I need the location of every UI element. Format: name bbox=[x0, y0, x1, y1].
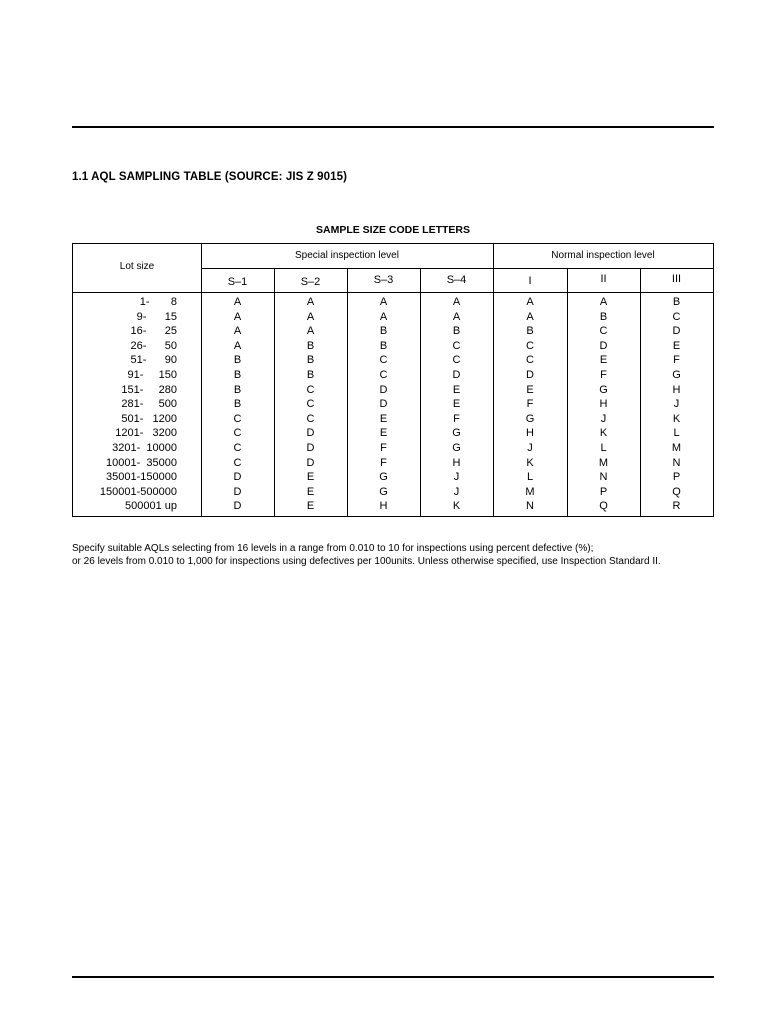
code-letter-cell: B bbox=[233, 398, 242, 411]
top-rule bbox=[72, 126, 714, 128]
code-letter-cell: C bbox=[233, 456, 242, 469]
lot-size-column bbox=[73, 295, 201, 514]
code-letter-cell: E bbox=[379, 427, 388, 440]
code-column bbox=[567, 295, 640, 514]
code-letter-cell: G bbox=[452, 441, 461, 454]
code-column bbox=[274, 295, 347, 514]
code-letter-cell: C bbox=[306, 398, 315, 411]
code-letter-cell: K bbox=[526, 456, 534, 469]
lot-size-cell: 1- 8 bbox=[139, 296, 177, 308]
lot-size-cell: 150001-500000 bbox=[99, 485, 177, 498]
special-inspection-header: Special inspection level bbox=[295, 250, 399, 261]
code-letter-cell: H bbox=[672, 383, 681, 396]
code-letter-cell: E bbox=[306, 471, 315, 484]
lot-size-cell: 151- 280 bbox=[121, 383, 177, 396]
lot-size-cell: 35001-150000 bbox=[106, 471, 177, 484]
code-letter-cell: B bbox=[672, 296, 681, 308]
code-letter-cell: C bbox=[452, 354, 461, 367]
code-letter-cell: L bbox=[673, 427, 680, 440]
code-column bbox=[201, 295, 274, 514]
lot-size-cell: 10001- 35000 bbox=[106, 456, 177, 469]
code-letter-cell: D bbox=[379, 398, 388, 411]
code-column bbox=[347, 295, 420, 514]
code-letter-cell: D bbox=[379, 383, 388, 396]
column-header-s4: S–4 bbox=[446, 274, 467, 286]
column-header-i: I bbox=[528, 275, 532, 287]
code-letter-cell: C bbox=[233, 412, 242, 425]
code-letter-cell: F bbox=[600, 368, 607, 381]
code-letter-cell: C bbox=[233, 441, 242, 454]
code-letter-cell: F bbox=[673, 354, 680, 367]
code-letter-cell: A bbox=[233, 296, 242, 308]
lot-size-cell: 16- 25 bbox=[130, 325, 177, 338]
code-letter-cell: A bbox=[599, 296, 608, 308]
table-caption: SAMPLE SIZE CODE LETTERS bbox=[315, 224, 470, 236]
code-letter-cell: D bbox=[672, 325, 681, 338]
code-letter-cell: A bbox=[233, 325, 242, 338]
bottom-rule bbox=[72, 976, 714, 978]
code-letter-cell: D bbox=[599, 339, 608, 352]
header-divider bbox=[201, 268, 713, 269]
code-letter-cell: R bbox=[672, 500, 681, 513]
code-letter-cell: J bbox=[453, 471, 460, 484]
footnote-line-1: Specify suitable AQLs selecting from 16 levels in a range from 0.010 to 10 for inspections using percent defective (%); bbox=[72, 543, 594, 554]
column-header-ii: II bbox=[600, 273, 607, 285]
column-header-iii: III bbox=[671, 273, 682, 285]
code-letter-cell: B bbox=[526, 325, 534, 338]
code-letter-cell: K bbox=[672, 412, 681, 425]
code-letter-cell: D bbox=[526, 368, 534, 381]
code-letter-cell: Q bbox=[672, 485, 681, 498]
lot-size-cell: 281- 500 bbox=[121, 398, 177, 411]
code-letter-cell: M bbox=[525, 485, 535, 498]
lot-size-cell: 51- 90 bbox=[130, 354, 177, 367]
code-letter-cell: B bbox=[452, 325, 461, 338]
code-column bbox=[493, 295, 567, 514]
code-letter-cell: E bbox=[672, 339, 681, 352]
code-letter-cell: C bbox=[379, 354, 388, 367]
code-letter-cell: D bbox=[233, 471, 242, 484]
code-letter-cell: Q bbox=[599, 500, 608, 513]
normal-inspection-header: Normal inspection level bbox=[551, 250, 655, 261]
code-letter-cell: E bbox=[306, 500, 315, 513]
code-letter-cell: A bbox=[452, 310, 461, 323]
code-letter-cell: H bbox=[452, 456, 461, 469]
lot-size-header: Lot size bbox=[119, 261, 155, 272]
code-letter-cell: F bbox=[453, 412, 460, 425]
code-letter-cell: G bbox=[452, 427, 461, 440]
code-letter-cell: A bbox=[526, 310, 534, 323]
lot-size-cell: 3201- 10000 bbox=[112, 441, 177, 454]
code-letter-cell: A bbox=[306, 325, 315, 338]
code-letter-cell: A bbox=[233, 310, 242, 323]
code-letter-cell: L bbox=[526, 471, 534, 484]
code-letter-cell: C bbox=[526, 354, 534, 367]
code-letter-cell: C bbox=[233, 427, 242, 440]
code-letter-cell: D bbox=[306, 441, 315, 454]
code-letter-cell: E bbox=[526, 383, 534, 396]
code-letter-cell: B bbox=[599, 310, 608, 323]
column-header-s1: S–1 bbox=[227, 276, 248, 288]
code-letter-cell: B bbox=[306, 354, 315, 367]
code-letter-cell: C bbox=[306, 383, 315, 396]
lot-size-cell: 1201- 3200 bbox=[115, 427, 177, 440]
code-letter-cell: J bbox=[673, 398, 680, 411]
sample-size-code-table bbox=[72, 243, 714, 517]
code-letter-cell: B bbox=[306, 339, 315, 352]
code-letter-cell: J bbox=[527, 441, 533, 454]
code-letter-cell: J bbox=[600, 412, 607, 425]
lot-size-cell: 500001 up bbox=[125, 500, 177, 513]
code-letter-cell: D bbox=[233, 485, 242, 498]
code-letter-cell: F bbox=[380, 456, 387, 469]
code-letter-cell: C bbox=[379, 368, 388, 381]
code-letter-cell: B bbox=[233, 354, 242, 367]
code-column bbox=[640, 295, 713, 514]
code-letter-cell: C bbox=[452, 339, 461, 352]
code-letter-cell: H bbox=[379, 500, 388, 513]
code-letter-cell: E bbox=[599, 354, 608, 367]
code-letter-cell: K bbox=[452, 500, 461, 513]
code-letter-cell: E bbox=[306, 485, 315, 498]
code-letter-cell: E bbox=[379, 412, 388, 425]
code-letter-cell: D bbox=[306, 456, 315, 469]
code-letter-cell: A bbox=[379, 310, 388, 323]
code-letter-cell: J bbox=[453, 485, 460, 498]
code-letter-cell: B bbox=[233, 383, 242, 396]
lot-size-cell: 9- 15 bbox=[136, 310, 177, 323]
code-letter-cell: A bbox=[306, 296, 315, 308]
code-letter-cell: D bbox=[306, 427, 315, 440]
code-letter-cell: B bbox=[379, 339, 388, 352]
code-letter-cell: F bbox=[380, 441, 387, 454]
code-letter-cell: P bbox=[599, 485, 608, 498]
code-letter-cell: A bbox=[526, 296, 534, 308]
code-letter-cell: E bbox=[452, 398, 461, 411]
code-letter-cell: D bbox=[452, 368, 461, 381]
code-letter-cell: E bbox=[452, 383, 461, 396]
lot-size-cell: 91- 150 bbox=[127, 368, 177, 381]
code-letter-cell: N bbox=[672, 456, 681, 469]
code-letter-cell: A bbox=[306, 310, 315, 323]
code-letter-cell: C bbox=[306, 412, 315, 425]
code-letter-cell: H bbox=[599, 398, 608, 411]
code-letter-cell: G bbox=[525, 412, 535, 425]
code-letter-cell: B bbox=[306, 368, 315, 381]
code-letter-cell: G bbox=[672, 368, 681, 381]
code-letter-cell: B bbox=[233, 368, 242, 381]
lot-size-cell: 501- 1200 bbox=[121, 412, 177, 425]
code-letter-cell: G bbox=[379, 471, 388, 484]
code-letter-cell: C bbox=[526, 339, 534, 352]
code-letter-cell: N bbox=[526, 500, 534, 513]
code-letter-cell: G bbox=[379, 485, 388, 498]
code-letter-cell: A bbox=[233, 339, 242, 352]
code-letter-cell: A bbox=[379, 296, 388, 308]
code-letter-cell: C bbox=[672, 310, 681, 323]
code-letter-cell: G bbox=[599, 383, 608, 396]
code-letter-cell: P bbox=[672, 471, 681, 484]
header-bottom-rule bbox=[73, 292, 713, 293]
code-letter-cell: C bbox=[599, 325, 608, 338]
code-letter-cell: B bbox=[379, 325, 388, 338]
column-header-s3: S–3 bbox=[373, 274, 394, 286]
footnote bbox=[72, 543, 661, 568]
code-letter-cell: D bbox=[233, 500, 242, 513]
section-title: 1.1 AQL SAMPLING TABLE (SOURCE: JIS Z 9015) bbox=[72, 171, 348, 183]
lot-size-cell: 26- 50 bbox=[130, 339, 177, 352]
column-header-s2: S–2 bbox=[300, 276, 321, 288]
code-letter-cell: L bbox=[600, 441, 607, 454]
code-letter-cell: K bbox=[599, 427, 608, 440]
footnote-line-2: or 26 levels from 0.010 to 1,000 for inspections using defectives per 100units. Unless otherwise specified, use Inspection Standard II. bbox=[72, 555, 661, 567]
code-column bbox=[420, 295, 493, 514]
code-letter-cell: A bbox=[452, 296, 461, 308]
code-letter-cell: F bbox=[526, 398, 534, 411]
code-letter-cell: M bbox=[598, 456, 609, 469]
code-letter-cell: N bbox=[599, 471, 608, 484]
code-letter-cell: M bbox=[671, 441, 682, 454]
code-letter-cell: H bbox=[526, 427, 534, 440]
